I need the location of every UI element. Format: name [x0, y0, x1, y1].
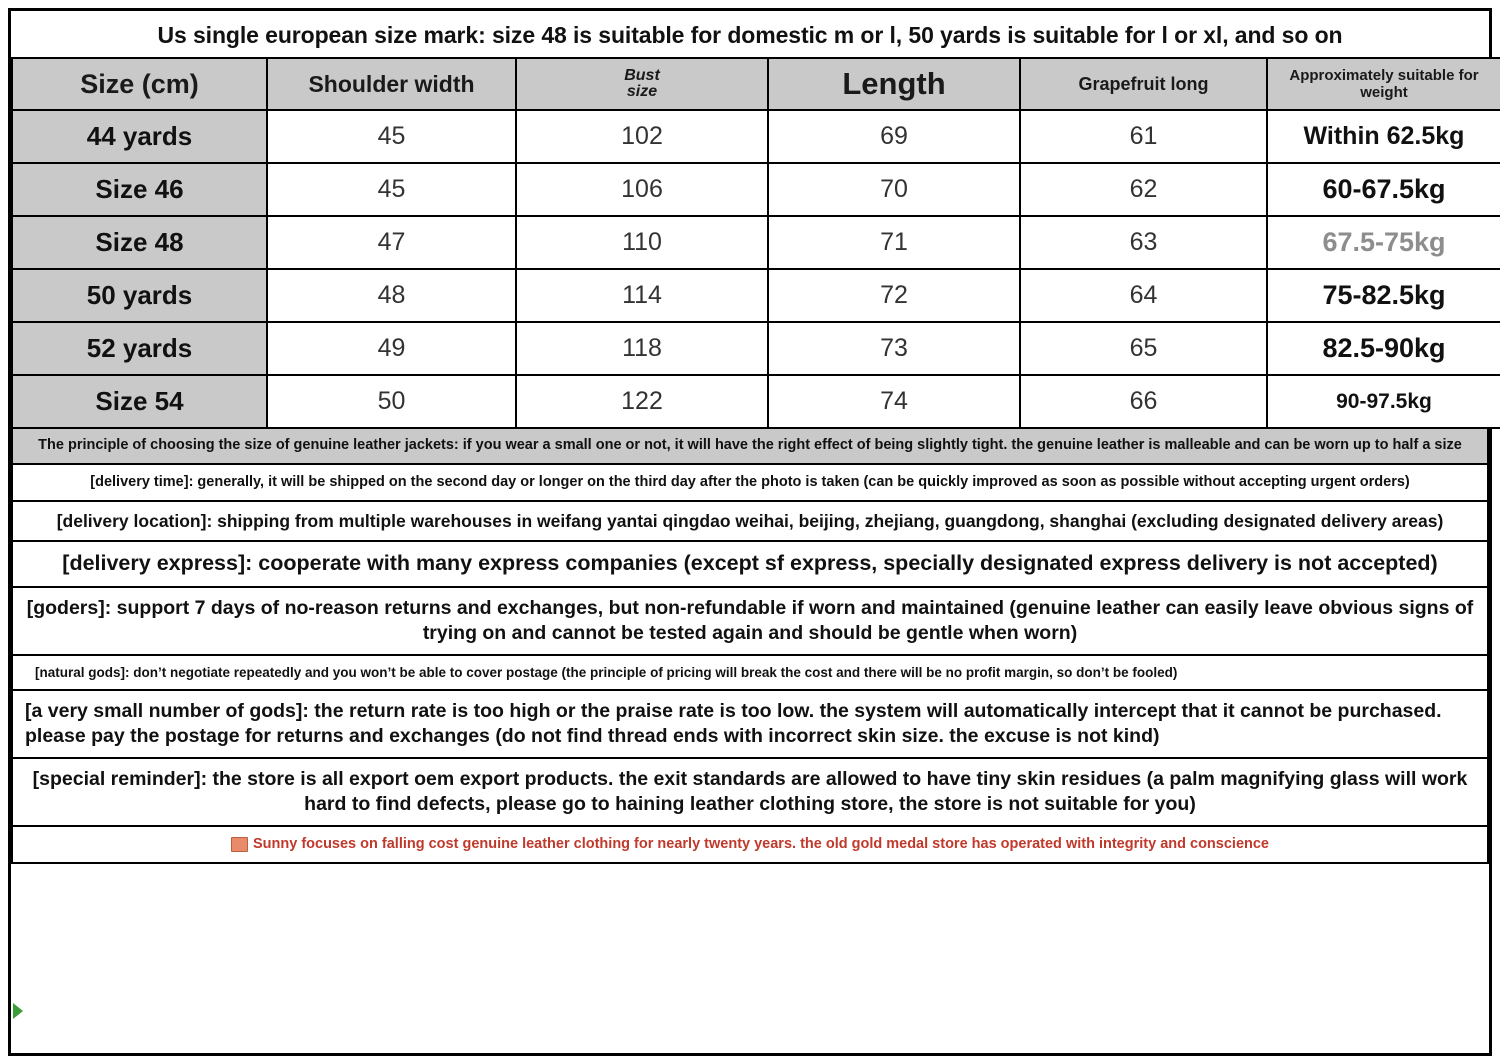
cell-bust: 106 [516, 163, 768, 216]
bust-line-2: size [626, 83, 658, 101]
cell-bust: 110 [516, 216, 768, 269]
size-chart-table [11, 57, 1500, 429]
table-row [12, 269, 1500, 322]
cell-length: 72 [768, 269, 1020, 322]
cell-grapefruit: 64 [1020, 269, 1267, 322]
column-header-size: Size (cm) [12, 58, 267, 110]
cell-shoulder: 45 [267, 110, 516, 163]
cell-shoulder: 50 [267, 375, 516, 428]
cell-grapefruit: 66 [1020, 375, 1267, 428]
cell-shoulder: 47 [267, 216, 516, 269]
table-row [12, 163, 1500, 216]
row-size-54: Size 54 [12, 375, 267, 428]
page-title: Us single european size mark: size 48 is suitable for domestic m or l, 50 yards is suitable for l or xl, and so on [157, 22, 1343, 48]
corner-marker-icon [13, 1003, 23, 1019]
cell-grapefruit: 61 [1020, 110, 1267, 163]
column-header-shoulder-width: Shoulder width [267, 58, 516, 110]
cell-shoulder: 45 [267, 163, 516, 216]
note-natural-gods: [natural gods]: don’t negotiate repeatedly and you won’t be able to cover postage (the principle of pricing will break the cost and there will be no profit margin, so don’t be fooled) [11, 656, 1489, 691]
flag-icon [231, 837, 248, 852]
note-small-number-gods: [a very small number of gods]: the return rate is too high or the praise rate is too low. the system will automatically intercept that it cannot be purchased. please pay the postage for returns and exchanges (do not find thread ends with incorrect skin size. the excuse is not kind) [11, 691, 1489, 759]
note-goders: [goders]: support 7 days of no-reason returns and exchanges, but non-refundable if worn and maintained (genuine leather can easily leave obvious signs of trying on and cannot be tested again and should be gentle when worn) [11, 588, 1489, 656]
cell-length: 71 [768, 216, 1020, 269]
cell-length: 69 [768, 110, 1020, 163]
cell-shoulder: 48 [267, 269, 516, 322]
cell-weight: Within 62.5kg [1267, 110, 1500, 163]
cell-weight: 90-97.5kg [1267, 375, 1500, 428]
cell-length: 73 [768, 322, 1020, 375]
note-special-reminder: [special reminder]: the store is all export oem export products. the exit standards are allowed to have tiny skin residues (a palm magnifying glass will work hard to find defects, please go to haining leather clothing store, the store is not suitable for you) [11, 759, 1489, 827]
cell-length: 70 [768, 163, 1020, 216]
cell-bust: 102 [516, 110, 768, 163]
note-delivery-time: [delivery time]: generally, it will be shipped on the second day or longer on the third day after the photo is taken (can be quickly improved as soon as possible without accepting urgent orders) [11, 465, 1489, 502]
table-row [12, 322, 1500, 375]
cell-shoulder: 49 [267, 322, 516, 375]
table-row [12, 375, 1500, 428]
row-size-50: 50 yards [12, 269, 267, 322]
cell-bust: 114 [516, 269, 768, 322]
note-delivery-express: [delivery express]: cooperate with many express companies (except sf express, specially designated express delivery is not accepted) [11, 542, 1489, 588]
footer-banner [11, 827, 1489, 864]
row-size-52: 52 yards [12, 322, 267, 375]
cell-weight: 75-82.5kg [1267, 269, 1500, 322]
cell-weight: 67.5-75kg [1267, 216, 1500, 269]
cell-grapefruit: 62 [1020, 163, 1267, 216]
table-header [12, 58, 1500, 110]
row-size-46: Size 46 [12, 163, 267, 216]
table-body [12, 110, 1500, 428]
table-row [12, 216, 1500, 269]
cell-length: 74 [768, 375, 1020, 428]
column-header-grapefruit-long: Grapefruit long [1020, 58, 1267, 110]
cell-weight: 60-67.5kg [1267, 163, 1500, 216]
note-delivery-location: [delivery location]: shipping from multiple warehouses in weifang yantai qingdao weihai, beijing, zhejiang, guangdong, shanghai (excluding designated delivery areas) [11, 502, 1489, 542]
cell-grapefruit: 65 [1020, 322, 1267, 375]
content-frame [8, 8, 1492, 1056]
table-header-row [12, 58, 1500, 110]
cell-bust: 118 [516, 322, 768, 375]
footer-text: Sunny focuses on falling cost genuine leather clothing for nearly twenty years. the old gold medal store has operated with integrity and conscience [252, 836, 1269, 853]
column-header-bust-size [516, 58, 768, 110]
row-size-48: Size 48 [12, 216, 267, 269]
cell-grapefruit: 63 [1020, 216, 1267, 269]
column-header-weight: Approximately suitable for weight [1267, 58, 1500, 110]
bust-line-1: Bust [624, 67, 660, 85]
column-header-length: Length [768, 58, 1020, 110]
cell-weight: 82.5-90kg [1267, 322, 1500, 375]
cell-bust: 122 [516, 375, 768, 428]
row-size-44: 44 yards [12, 110, 267, 163]
sizing-principle-note: The principle of choosing the size of genuine leather jackets: if you wear a small one or not, it will have the right effect of being slightly tight. the genuine leather is malleable and can be worn up to half a size [11, 429, 1489, 465]
table-row [12, 110, 1500, 163]
